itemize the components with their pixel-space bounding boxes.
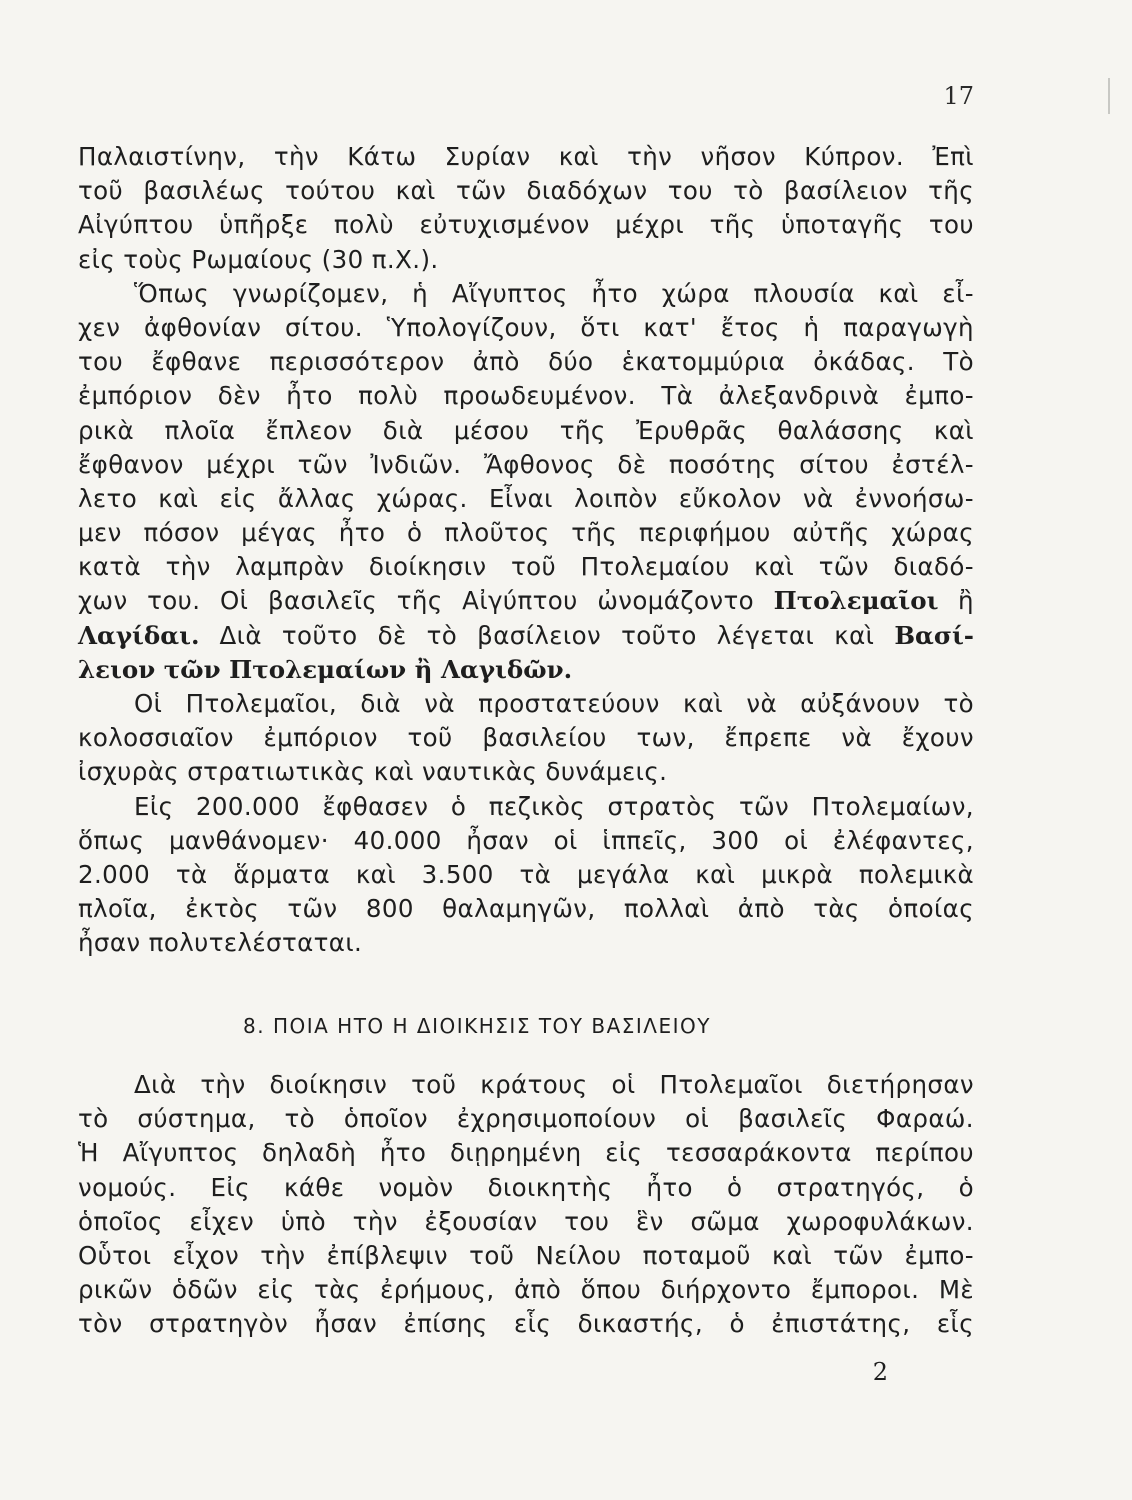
text-fragment: Διὰ τοῦτο δὲ τὸ βασίλειον τοῦτο λέγεται καὶ [219, 620, 875, 650]
text-line: νομούς. Εἰς κάθε νομὸν διοικητὴς ἦτο ὁ στρατηγός, ὁ [78, 1172, 974, 1202]
text-line: Οὗτοι εἶχον τὴν ἐπίβλεψιν τοῦ Νείλου ποταμοῦ καὶ τῶν ἐμπο- [78, 1240, 974, 1270]
text-line: πλοῖα, ἐκτὸς τῶν 800 θαλαμηγῶν, πολλαὶ ἀπὸ τὰς ὁποίας [78, 894, 974, 924]
scan-edge-mark [1108, 78, 1110, 114]
text-line: τοῦ βασιλέως τούτου καὶ τῶν διαδόχων του τὸ βασίλειον τῆς [78, 176, 974, 206]
text-line-with-bold [78, 619, 974, 653]
text-line: χεν ἀφθονίαν σίτου. Ὑπολογίζουν, ὅτι κατ' ἔτος ἡ παραγωγὴ [78, 312, 974, 342]
text-line: Αἰγύπτου ὑπῆρξε πολὺ εὐτυχισμένον μέχρι τῆς ὑποταγῆς του [78, 210, 974, 240]
text-line: του ἔφθανε περισσότερον ἀπὸ δύο ἑκατομμύρια ὀκάδας. Τὸ [78, 347, 974, 377]
text-line: Εἰς 200.000 ἔφθασεν ὁ πεζικὸς στρατὸς τῶν Πτολεμαίων, [134, 791, 974, 821]
text-line: ἦσαν πολυτελέσταται. [78, 928, 363, 958]
text-line: εἰς τοὺς Ρωμαίους (30 π.Χ.). [78, 244, 439, 274]
section-text [78, 1068, 974, 1342]
signature-mark: 2 [872, 1358, 888, 1386]
page-number: 17 [943, 82, 974, 110]
text-line: Ἡ Αἴγυπτος δηλαδὴ ἦτο διῃρημένη εἰς τεσσαράκοντα περίπου [78, 1138, 974, 1168]
text-line: Οἱ Πτολεμαῖοι, διὰ νὰ προστατεύουν καὶ νὰ αὐξάνουν τὸ [134, 689, 974, 718]
text-fragment: ἢ [958, 586, 974, 616]
text-line: ὁποῖος εἶχεν ὑπὸ τὴν ἐξουσίαν του ἓν σῶμα χωροφυλάκων. [78, 1206, 974, 1236]
bold-name: Βασί- [894, 620, 974, 650]
text-line: Παλαιστίνην, τὴν Κάτω Συρίαν καὶ τὴν νῆσον Κύπρον. Ἐπὶ [78, 142, 974, 171]
text-line: Ὅπως γνωρίζομεν, ἡ Αἴγυπτος ἦτο χώρα πλουσία καὶ εἶ- [134, 278, 974, 308]
text-line: τὸ σύστημα, τὸ ὁποῖον ἐχρησιμοποίουν οἱ βασιλεῖς Φαραώ. [78, 1104, 974, 1134]
bold-name: Πτολεμαῖοι [773, 586, 939, 616]
text-line: Διὰ τὴν διοίκησιν τοῦ κράτους οἱ Πτολεμαῖοι διετήρησαν [134, 1070, 974, 1099]
text-line: ἐμπόριον δὲν ἦτο πολὺ προωδευμένον. Τὰ ἀλεξανδρινὰ ἐμπο- [78, 381, 974, 411]
body-text [78, 140, 974, 961]
text-line: 2.000 τὰ ἅρματα καὶ 3.500 τὰ μεγάλα καὶ μικρὰ πολεμικὰ [78, 859, 974, 889]
text-fragment: χων του. Οἱ βασιλεῖς τῆς Αἰγύπτου ὠνομάζοντο [78, 586, 755, 616]
text-line: ρικῶν ὁδῶν εἰς τὰς ἐρήμους, ἀπὸ ὅπου διήρχοντο ἔμποροι. Μὲ [78, 1275, 974, 1305]
section-heading: 8. ΠΟΙΑ ΗΤΟ Η ΔΙΟΙΚΗΣΙΣ ΤΟΥ ΒΑΣΙΛΕΙΟΥ [243, 1014, 711, 1038]
text-line: ρικὰ πλοῖα ἔπλεον διὰ μέσου τῆς Ἐρυθρᾶς θαλάσσης καὶ [78, 415, 974, 445]
text-line-with-bold [78, 584, 974, 618]
text-line: κατὰ τὴν λαμπρὰν διοίκησιν τοῦ Πτολεμαίου καὶ τῶν διαδό- [78, 552, 974, 582]
text-line: μεν πόσον μέγας ἦτο ὁ πλοῦτος τῆς περιφήμου αὐτῆς χώρας [78, 518, 974, 548]
text-line: κολοσσιαῖον ἐμπόριον τοῦ βασιλείου των, ἔπρεπε νὰ ἔχουν [78, 723, 974, 753]
bold-line: λειον τῶν Πτολεμαίων ἢ Λαγιδῶν. [78, 654, 573, 684]
text-line: ἰσχυρὰς στρατιωτικὰς καὶ ναυτικὰς δυνάμεις. [78, 757, 668, 787]
text-line: τὸν στρατηγὸν ἦσαν ἐπίσης εἷς δικαστής, ὁ ἐπιστάτης, εἷς [78, 1309, 974, 1339]
text-line: λετο καὶ εἰς ἄλλας χώρας. Εἶναι λοιπὸν εὔκολον νὰ ἐννοήσω- [78, 483, 974, 513]
bold-name: Λαγίδαι. [78, 620, 200, 650]
text-line: ἔφθανον μέχρι τῶν Ἰνδιῶν. Ἄφθονος δὲ ποσότης σίτου ἐστέλ- [78, 449, 974, 479]
text-line: ὅπως μανθάνομεν· 40.000 ἦσαν οἱ ἱππεῖς, 300 οἱ ἐλέφαντες, [78, 825, 974, 855]
